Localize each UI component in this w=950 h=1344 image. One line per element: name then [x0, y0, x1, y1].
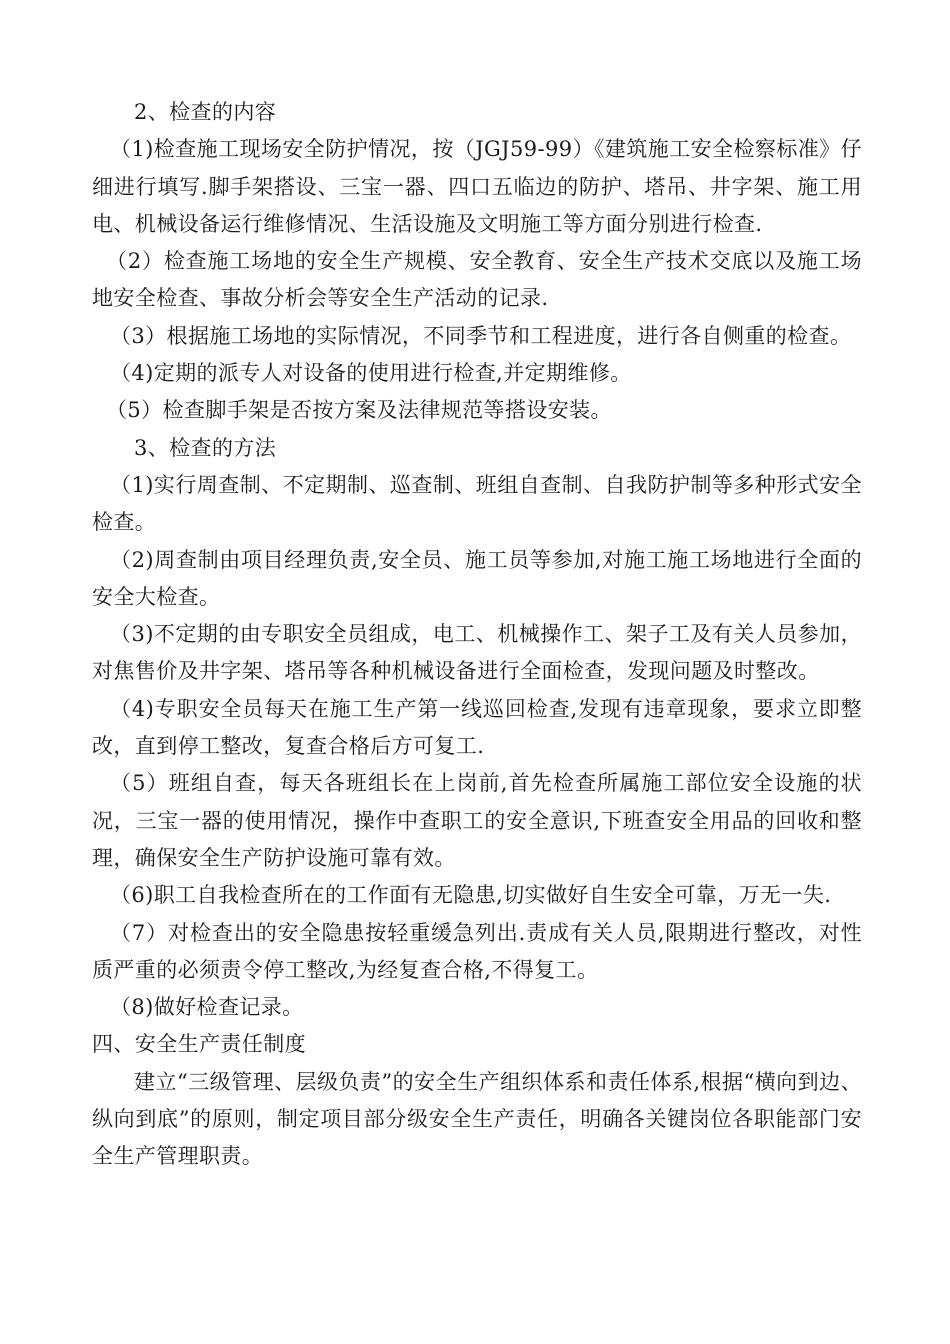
paragraph-item: （4)定期的派专人对设备的使用进行检查,并定期维修。 — [110, 361, 632, 386]
paragraph-item: （5）检查脚手架是否按方案及法律规范等搭设安装。 — [106, 398, 612, 423]
paragraph-item: （5）班组自查，每天各班组长在上岗前,首先检查所属施工部位安全设施的状况，三宝一器的使用情况，操作中查职工的安全意识,下班查安全用品的回收和整理，确保安全生产防护设施可靠有效。 — [92, 771, 862, 870]
paragraph-item: （7）对检查出的安全隐患按轻重缓急列出.责成有关人员,限期进行整改，对性质严重的必须责令停工整改,为经复查合格,不得复工。 — [92, 920, 862, 982]
document-body — [92, 94, 862, 1176]
paragraph-item: （3)不定期的由专职安全员组成，电工、机械操作工、架子工及有关人员参加，对焦售价及井字架、塔吊等各种机械设备进行全面检查，发现问题及时整改。 — [92, 622, 862, 684]
paragraph-item: （1)检查施工现场安全防护情况，按（JGJ59-99）《建筑施工安全检察标准》仔细进行填写.脚手架搭设、三宝一器、四口五临边的防护、塔吊、井字架、施工用电、机械设备运行维修情况、生活设施及文明施工等方面分别进行检查. — [92, 137, 862, 236]
chapter-heading-safety-responsibility: 四、安全生产责任制度 — [92, 1032, 306, 1057]
paragraph-item: （6)职工自我检查所在的工作面有无隐患,切实做好自生安全可靠，万无一失. — [110, 883, 832, 908]
paragraph-item: （2)周查制由项目经理负责,安全员、施工员等参加,对施工施工场地进行全面的安全大检查。 — [92, 547, 862, 609]
body-paragraph: 建立“三级管理、层级负责”的安全生产组织体系和责任体系,根据“横向到边、纵向到底”的原则，制定项目部分级安全生产责任，明确各关键岗位各职能部门安全生产管理职责。 — [92, 1069, 862, 1169]
paragraph-item: （3）根据施工场地的实际情况，不同季节和工程进度，进行各自侧重的检查。 — [110, 323, 852, 348]
paragraph-item: （8)做好检查记录。 — [110, 995, 304, 1020]
paragraph-item: （4)专职安全员每天在施工生产第一线巡回检查,发现有违章现象，要求立即整改，直到停工整改，复查合格后方可复工. — [92, 696, 862, 759]
section-heading-inspection-content: 2、检查的内容 — [134, 100, 277, 124]
paragraph-item: （1)实行周查制、不定期制、巡查制、班组自查制、自我防护制等多种形式安全检查。 — [92, 472, 862, 535]
paragraph-item: （2）检查施工场地的安全生产规模、安全教育、安全生产技术交底以及施工场地安全检查、事故分析会等安全生产活动的记录. — [92, 249, 862, 311]
section-heading-inspection-method: 3、检查的方法 — [134, 435, 277, 460]
